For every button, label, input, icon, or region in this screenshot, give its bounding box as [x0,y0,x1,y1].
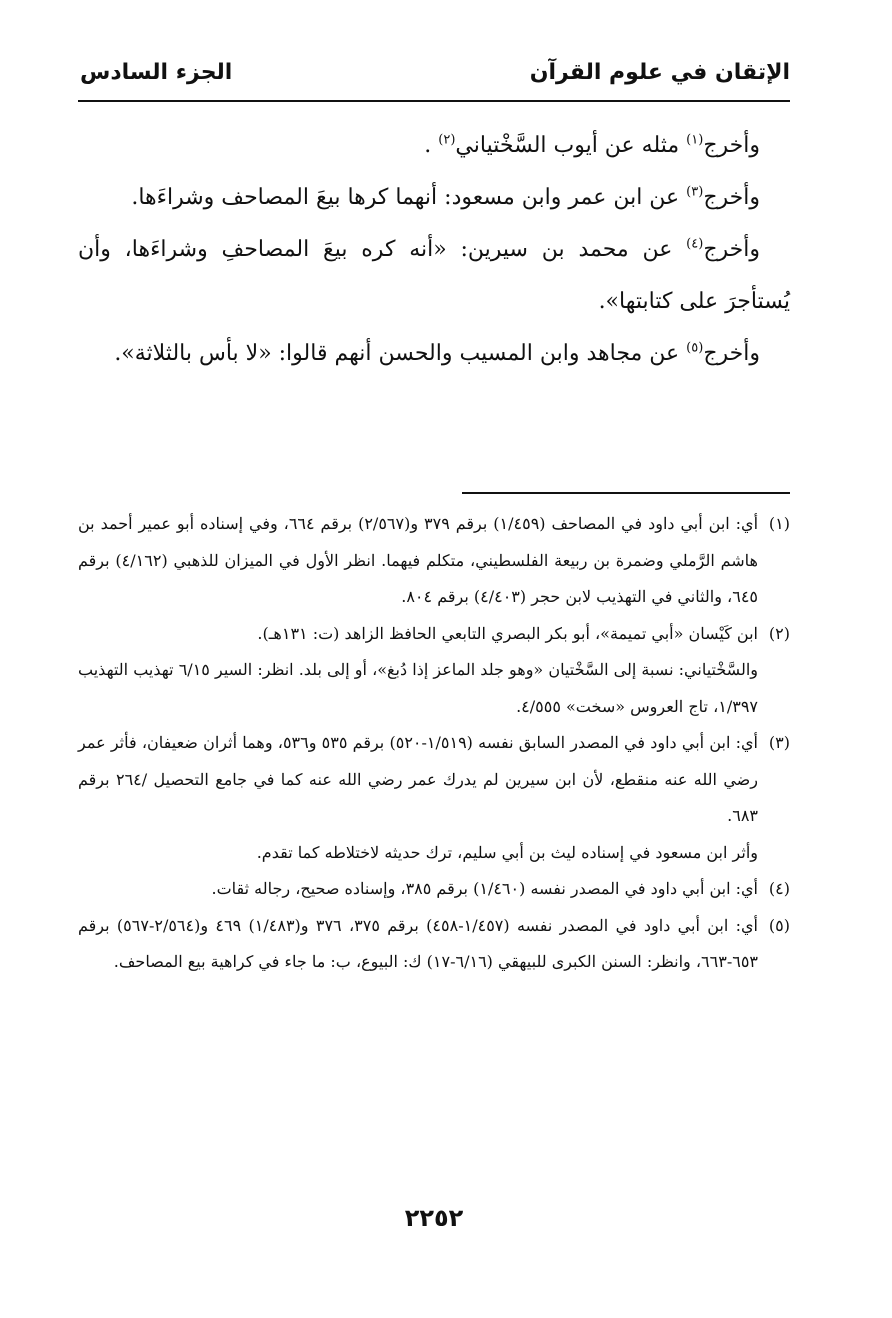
footnote-4 [78,871,790,908]
footnote-ref: (٣) [686,184,704,200]
footnote-text: أي: ابن أبي داود في المصدر نفسه (١/٤٦٠) برقم ٣٨٥، وإسناده صحيح، رجاله ثقات. [211,879,758,898]
paragraph-text: عن ابن عمر وابن مسعود: أنهما كرها بيعَ المصاحف وشراءَها. [131,185,687,210]
paragraph-text: مثله عن أيوب السَّخْتياني [455,133,687,158]
footnote-1 [78,506,790,616]
footnote-ref: (٤) [686,236,704,252]
paragraph-text: عن مجاهد وابن المسيب والحسن أنهم قالوا: «لا بأس بالثلاثة». [114,341,687,366]
paragraph-3 [78,224,790,328]
footnote-number: (٣) [768,733,790,752]
main-text [78,120,790,380]
footnote-text: أي: ابن أبي داود في المصاحف (١/٤٥٩) برقم ٣٧٩ و(٢/٥٦٧) برقم ٦٦٤، وفي إسناده أبو عمير أحمد بن هاشم الرَّملي وضمرة بن ربيعة الفلسطيني، متكلم فيهما. انظر الأول في الميزان للذهبي (٤/١٦٢) برقم ٦٤٥، والثاني في التهذيب لابن حجر (٤/٤٠٣) برقم ٨٠٤. [78,514,759,606]
paragraph-1 [78,120,790,172]
footnote-ref: (١) [686,132,704,148]
footnote-number: (٥) [768,915,790,935]
footnote-3 [78,725,790,871]
paragraph-4 [78,328,790,380]
footnote-number: (٤) [768,879,790,898]
footnote-divider [462,492,790,494]
footnote-text: أي: ابن أبي داود في المصدر نفسه (١/٤٥٧-٤٥٨) برقم ٣٧٥، ٣٧٦ و(١/٤٨٣) ٤٦٩ و(٢/٥٦٤-٥٦٧) برقم ٦٥٣-٦٦٣، وانظر: السنن الكبرى للبيهقي (٦/١٦-١٧) ك: البيوع، ب: ما جاء في كراهية بيع المصاحف. [78,915,759,971]
footnote-5 [78,908,790,981]
footnote-text: ابن كَيْسان «أبي تميمة»، أبو بكر البصري التابعي الحافظ الزاهد (ت: ١٣١هـ). [257,623,758,643]
paragraph-text: عن محمد بن سيرين: «أنه كره بيعَ المصاحفِ وشراءَها، وأن يُستأجرَ على كتابتها». [78,237,790,314]
footnote-ref: (٢) [438,132,456,148]
footnote-2 [78,616,790,726]
page-header [78,56,790,102]
paragraph-text: وأخرج [703,185,760,210]
volume-label: الجزء السادس [80,60,233,85]
footnote-ref: (٥) [686,340,704,356]
paragraph-2 [78,172,790,224]
book-page [78,40,790,1290]
paragraph-text: وأخرج [703,237,760,262]
page-number: ٢٢٥٢ [404,1204,464,1232]
footnote-number: (١) [768,514,790,533]
footnote-number: (٢) [768,623,790,643]
footnote-continuation: وأثر ابن مسعود في إسناده ليث بن أبي سليم، ترك حديثه لاختلاطه كما تقدم. [256,842,758,862]
paragraph-text: . [424,133,439,158]
paragraph-text: وأخرج [703,133,760,158]
footnotes [78,506,790,981]
paragraph-text: وأخرج [703,341,760,366]
footnote-text: أي: ابن أبي داود في المصدر السابق نفسه (١/٥١٩-٥٢٠) برقم ٥٣٥ و٥٣٦، وهما أثران ضعيفان، فأثر عمر رضي الله عنه منقطع، لأن ابن سيرين لم يدرك عمر رضي الله عنه كما في جامع التحصيل /٢٦٤ برقم ٦٨٣. [78,733,758,825]
footnote-continuation: والسَّخْتياني: نسبة إلى السَّخْتيان «وهو جلد الماعز إذا دُبغ»، أو إلى بلد. انظر: السير ٦/١٥ تهذيب التهذيب ١/٣٩٧، تاج العروس «سخت» ٤/٥٥٥. [78,660,758,716]
book-title: الإتقان في علوم القرآن [529,60,790,85]
